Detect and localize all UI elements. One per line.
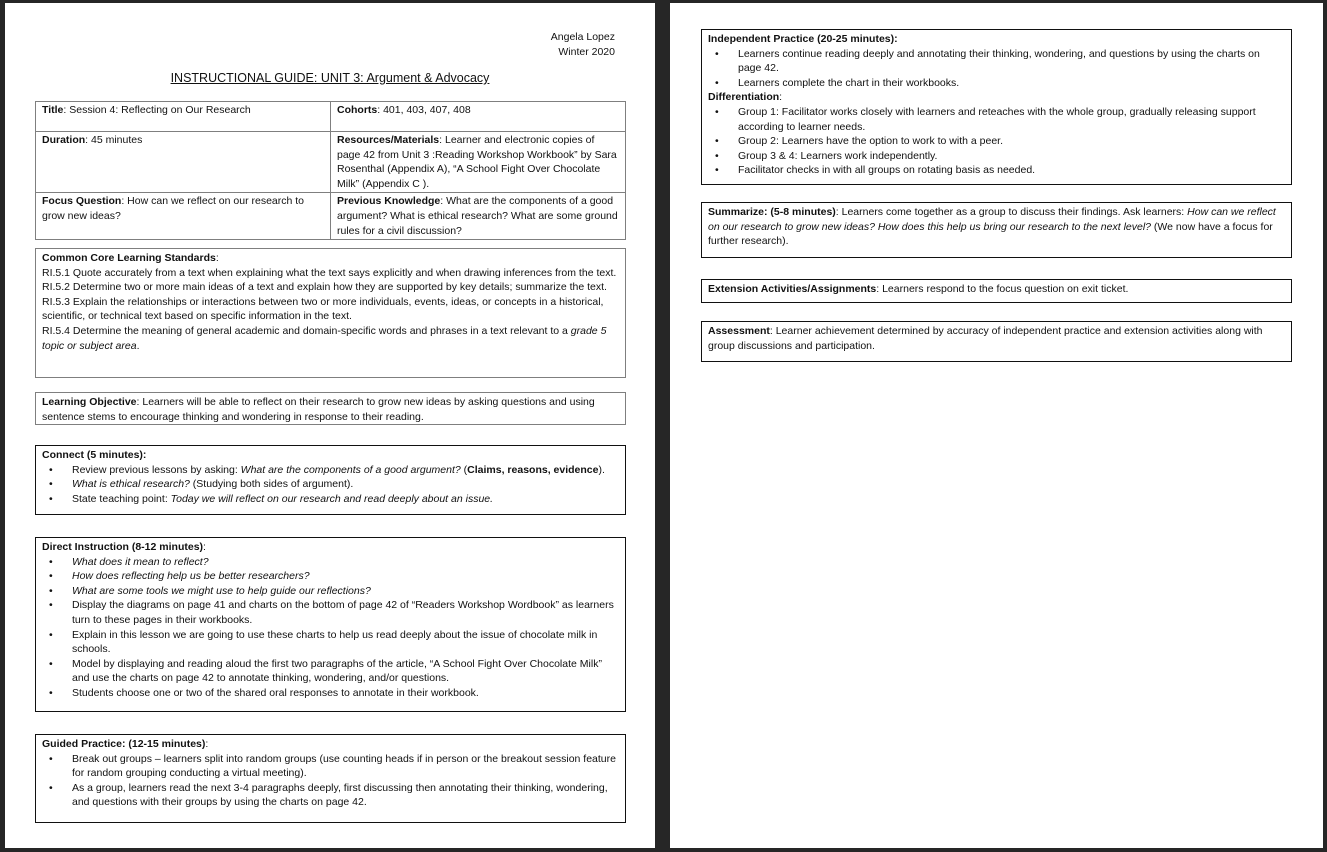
previous-value: : What are the components of a good argument? What is ethical research? What are some ground rules for a civil discussion? <box>337 195 618 237</box>
independent-practice-section <box>701 29 1292 185</box>
text-span: Learners continue reading deeply and annotating their thinking, wondering, and questions by using the charts on page 42. <box>738 47 1260 75</box>
text-span: : Learner achievement determined by accuracy of independent practice and extension activities along with group discussions and participation. <box>708 325 1263 352</box>
text-span: What does it mean to reflect? <box>72 555 209 568</box>
bullet-icon: • <box>715 149 719 162</box>
independent-heading: Independent Practice (20-25 minutes): <box>708 33 898 45</box>
summarize-heading: Summarize: (5-8 minutes) <box>708 206 836 218</box>
standard-item: RI.5.2 Determine two or more main ideas of a text and explain how they are supported by key details; summarize the text. <box>42 281 607 294</box>
guided-practice-section <box>35 734 626 823</box>
list-item <box>49 463 619 478</box>
bullet-icon: • <box>715 76 719 89</box>
duration-value: : 45 minutes <box>85 134 143 146</box>
bullet-icon: • <box>49 686 53 699</box>
list-item <box>715 149 1285 164</box>
list-item <box>715 105 1285 134</box>
standards-section: Common Core Learning Standards: RI.5.1 Quote accurately from a text when explaining what the text says explicitly and when drawing inferences from the text. RI.5.2 Determine two or more main ideas of a text and explain how they are supported by key details; summarize the text. RI.5.3 Explain the relationships or interactions between two or more individuals, events, ideas, or concepts in a historical, scientific, or technical text based on specific information in the text. RI.5.4 Determine the meaning of general academic and domain-specific words and phrases in a text relevant to a grade 5 topic or subject area. <box>35 248 626 378</box>
text-span: Explain in this lesson we are going to use these charts to help us read deeply about the issue of chocolate milk in schools. <box>72 628 598 656</box>
duration-cell <box>36 132 331 193</box>
term: Winter 2020 <box>558 46 615 58</box>
text-span: (We now have a focus for further research). <box>708 220 1273 248</box>
list-item <box>715 134 1285 149</box>
bullet-icon: • <box>715 47 719 60</box>
text-span: Today we will reflect on our research and read deeply about an issue. <box>170 492 494 505</box>
bullet-icon: • <box>49 752 53 765</box>
text-span: Group 3 & 4: Learners work independently. <box>738 149 938 162</box>
connect-heading: Connect (5 minutes): <box>42 449 147 461</box>
text-span: : Learners come together as a group to discuss their findings. Ask learners: <box>835 206 1188 218</box>
text-span: As a group, learners read the next 3-4 paragraphs deeply, first discussing then annotating their thinking, wondering, and questions with their groups by using the charts on page 42. <box>72 781 608 809</box>
resources-cell <box>331 132 626 193</box>
standard-item <box>42 324 619 353</box>
text-span: Facilitator checks in with all groups on rotating basis as needed. <box>738 164 1036 177</box>
standard-item: RI.5.3 Explain the relationships or interactions between two or more individuals, events, ideas, or concepts in a historical, scientific, or technical text based on specific information in the text. <box>42 295 604 323</box>
text-span: Group 2: Learners have the option to work to with a peer. <box>738 135 1003 148</box>
previous-label: Previous Knowledge <box>337 195 441 208</box>
list-item <box>715 163 1285 178</box>
standard-item: RI.5.1 Quote accurately from a text when explaining what the text says explicitly and when drawing inferences from the text. <box>42 266 617 279</box>
summarize-section <box>701 202 1292 258</box>
bullet-icon: • <box>715 135 719 148</box>
bullet-icon: • <box>49 584 53 597</box>
objective-text: : Learners will be able to reflect on their research to grow new ideas by asking questions and using sentence stems to encourage thinking and wondering in response to their reading. <box>42 396 595 423</box>
text-span: ( <box>460 463 468 476</box>
document-page-2 <box>670 3 1323 848</box>
direct-instruction-section <box>35 537 626 712</box>
guided-heading: Guided Practice: (12-15 minutes) <box>42 738 206 750</box>
bullet-icon: • <box>49 599 53 612</box>
text-span: ). <box>598 463 605 476</box>
text-span: What is ethical research? <box>72 478 190 491</box>
list-item <box>715 47 1285 76</box>
lesson-info-table <box>35 101 626 240</box>
list-item <box>49 752 619 781</box>
list-item <box>49 781 619 810</box>
list-item <box>49 628 619 657</box>
differentiation-heading: Differentiation <box>708 91 780 104</box>
cohorts-label: Cohorts <box>337 104 378 116</box>
focus-question-cell <box>36 193 331 240</box>
connect-section <box>35 445 626 515</box>
author-block <box>551 30 615 60</box>
text-span: How does reflecting help us be better researchers? <box>72 570 310 583</box>
bullet-icon: • <box>49 555 53 568</box>
direct-heading: Direct Instruction (8-12 minutes) <box>42 541 204 553</box>
author-name: Angela Lopez <box>550 31 615 43</box>
bullet-icon: • <box>49 478 53 491</box>
list-item <box>49 477 619 492</box>
document-title: INSTRUCTIONAL GUIDE: UNIT 3: Argument & Advocacy <box>170 71 490 85</box>
list-item <box>49 555 619 570</box>
focus-label: Focus Question <box>42 195 122 208</box>
resources-label: Resources/Materials <box>337 134 440 146</box>
objective-heading: Learning Objective <box>42 396 137 408</box>
title-label: Title <box>42 104 64 116</box>
text-span: : <box>779 91 783 104</box>
text-span: Claims, reasons, evidence <box>467 463 599 476</box>
text-span: State teaching point: <box>72 492 171 505</box>
text-span: Review previous lessons by asking: <box>72 463 241 476</box>
bullet-icon: • <box>715 105 719 118</box>
cohorts-value: : 401, 403, 407, 408 <box>377 104 471 116</box>
text-span: : Learners respond to the focus question on exit ticket. <box>876 283 1129 295</box>
learning-objective-section <box>35 392 626 425</box>
bullet-icon: • <box>49 492 53 505</box>
text-span: : <box>203 541 206 553</box>
title-cell <box>36 102 331 132</box>
extension-section <box>701 279 1292 303</box>
duration-label: Duration <box>42 134 86 146</box>
document-page-1 <box>5 3 655 848</box>
text-span: Model by displaying and reading aloud the first two paragraphs of the article, “A School Fight Over Chocolate Milk” and use the charts on page 42 to annotate thinking, wondering, and/or questions. <box>72 657 602 685</box>
bullet-icon: • <box>49 628 53 641</box>
resources-value: : Learner and electronic copies of page 42 from Unit 3 :Reading Workshop Workbook” by Sara Rosenthal (Appendix A), “A School Fight Over Chocolate Milk” (Appendix C ). <box>337 134 617 190</box>
standards-heading: Common Core Learning Standards <box>42 252 216 264</box>
focus-value: : How can we reflect on our research to grow new ideas? <box>42 195 305 222</box>
text-span: Students choose one or two of the shared oral responses to annotate in their workbook. <box>72 686 479 699</box>
bullet-icon: • <box>49 570 53 583</box>
text-span: (Studying both sides of argument). <box>189 478 354 491</box>
extension-heading: Extension Activities/Assignments <box>708 283 877 295</box>
bullet-icon: • <box>49 657 53 670</box>
list-item <box>715 76 1285 91</box>
list-item <box>49 584 619 599</box>
previous-knowledge-cell <box>331 193 626 240</box>
text-span: Group 1: Facilitator works closely with learners and reteaches with the whole group, gradually releasing support according to learner needs. <box>738 105 1256 133</box>
assessment-section <box>701 321 1292 362</box>
list-item <box>49 492 619 507</box>
title-value: : Session 4: Reflecting on Our Research <box>63 104 251 116</box>
text-span: Learners complete the chart in their workbooks. <box>738 76 960 89</box>
text-span: . <box>136 339 140 352</box>
text-span: What are the components of a good argument? <box>240 463 461 476</box>
text-span: grade 5 topic or subject area <box>42 324 607 352</box>
text-span: Break out groups – learners split into random groups (use counting heads if in person or the breakout session feature for random grouping conducting a virtual meeting). <box>72 752 616 780</box>
list-item <box>49 686 619 701</box>
text-span: : <box>205 738 209 750</box>
text-span: How can we reflect on our research to grow new ideas? How does this help us bring our research to the next level? <box>708 206 1276 233</box>
list-item <box>49 657 619 686</box>
text-span: RI.5.4 Determine the meaning of general academic and domain-specific words and phrases in a text relevant to a <box>42 324 571 337</box>
text-span: What are some tools we might use to help guide our reflections? <box>72 584 371 597</box>
bullet-icon: • <box>49 781 53 794</box>
cohorts-cell <box>331 102 626 132</box>
list-item <box>49 569 619 584</box>
bullet-icon: • <box>715 164 719 177</box>
list-item <box>49 598 619 627</box>
text-span: Display the diagrams on page 41 and charts on the bottom of page 42 of “Readers Workshop Wordbook” as learners turn to these pages in their workbooks. <box>72 599 614 626</box>
bullet-icon: • <box>49 463 53 476</box>
assessment-heading: Assessment <box>708 325 770 337</box>
